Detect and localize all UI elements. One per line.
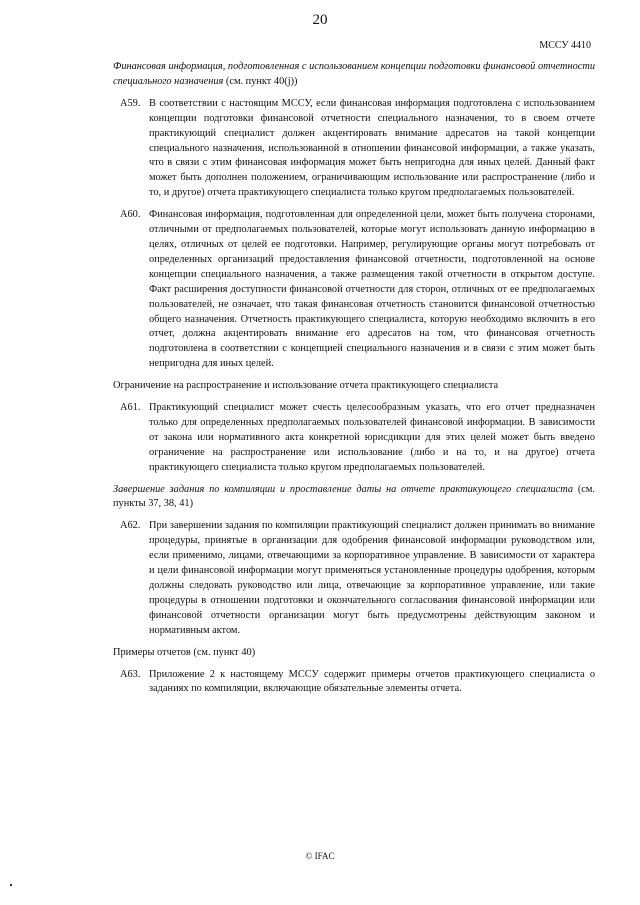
section-heading-restriction: [113, 379, 595, 394]
document-code: МССУ 4410: [539, 40, 591, 51]
heading-text: Ограничение на распространение и использование отчета практикующего специалиста: [113, 380, 499, 392]
paragraph-text: Финансовая информация, подготовленная для определенной цели, может быть получена сторонами, отличными от предполагаемых пользователей, которые могут использовать данную информацию в целях, отличных от целей ее подготовки. Например, регулирующие органы могут потребовать от определенных организаций предоставления финансовой отчетности, подготовленной на основе концепции специального назначения, а также размещения такой отчетности в открытом доступе. Факт расширения доступности финансовой отчетности для сторон, отличных от ее предполагаемых пользователей, не означает, что такая финансовая отчетность становится финансовой отчетностью общего назначения. Отчетность практикующего специалиста, которую необходимо включить в его отчет, должна акцентировать внимание его адресатов на том, что финансовая отчетность подготовлена в соответствии с концепцией специального назначения и в связи с этим может быть непригодна для иных целей.: [149, 209, 595, 370]
scan-speck: [10, 884, 12, 886]
heading-italic: Финансовая информация, подготовленная с использованием концепции подготовки финансовой отчетности специального назначения: [113, 61, 595, 87]
page-number: 20: [312, 12, 328, 28]
section-heading-examples: [113, 646, 595, 661]
heading-reference: (см. пункты 37, 38, 41): [113, 483, 595, 510]
section-heading-special-purpose: [113, 60, 595, 90]
paragraph-number: A62.: [120, 520, 141, 532]
footer-copyright: © IFAC: [305, 851, 335, 861]
paragraph-a60: [113, 208, 595, 372]
paragraph-a61: [113, 401, 595, 476]
paragraph-number: A60.: [120, 209, 141, 221]
paragraph-a62: [113, 519, 595, 638]
paragraph-number: A63.: [120, 668, 141, 680]
document-body: [113, 60, 595, 704]
paragraph-a63: [113, 668, 595, 698]
paragraph-a59: [113, 97, 595, 201]
heading-reference: (см. пункт 40(j)): [223, 75, 298, 87]
section-heading-completion: [113, 483, 595, 513]
paragraph-text: Практикующий специалист может счесть целесообразным указать, что его отчет предназначен только для определенных предполагаемых пользователей финансовой информации. В зависимости от закона или нормативного акта конкретной юрисдикции для этих целей может быть введено ограничение на распространение или использование (либо и на то, и на другое) отчета практикующего специалиста только кругом предполагаемых пользователей.: [149, 402, 595, 473]
heading-text: Примеры отчетов (см. пункт 40): [113, 646, 256, 658]
paragraph-text: При завершении задания по компиляции практикующий специалист должен принимать во внимание процедуры, принятые в организации для одобрения финансовой информации руководством или, если применимо, лицами, отвечающими за корпоративное управление. В зависимости от характера и цели финансовой информации могут применяться установленные процедуры одобрения, которым должны следовать руководство или лица, отвечающие за корпоративное управление, или такие процедуры в отношении подготовки и окончательного согласования финансовой информации или финансовой отчетности организации могут быть предусмотрены действующим законом и нормативным актом.: [149, 520, 595, 636]
paragraph-text: Приложение 2 к настоящему МССУ содержит примеры отчетов практикующего специалиста о заданиях по компиляции, включающие обязательные элементы отчета.: [149, 668, 595, 695]
paragraph-text: В соответствии с настоящим МССУ, если финансовая информация подготовлена с использованием концепции подготовки финансовой отчетности специального назначения, то в своем отчете практикующий специалист должен акцентировать внимание адресатов на такой концепции специального назначения, использованной в отношении финансовой информации, а также указать, что в связи с этим финансовая информация может быть непригодна для иных целей. Данный факт может быть дополнен положением, ограничивающим использование или распространение (либо и то, и другое) отчета практикующего специалиста только кругом предполагаемых пользователей.: [149, 97, 595, 199]
paragraph-number: A59.: [120, 97, 141, 109]
paragraph-number: A61.: [120, 402, 141, 414]
heading-italic: Завершение задания по компиляции и проставление даты на отчете практикующего специалиста: [113, 483, 574, 495]
